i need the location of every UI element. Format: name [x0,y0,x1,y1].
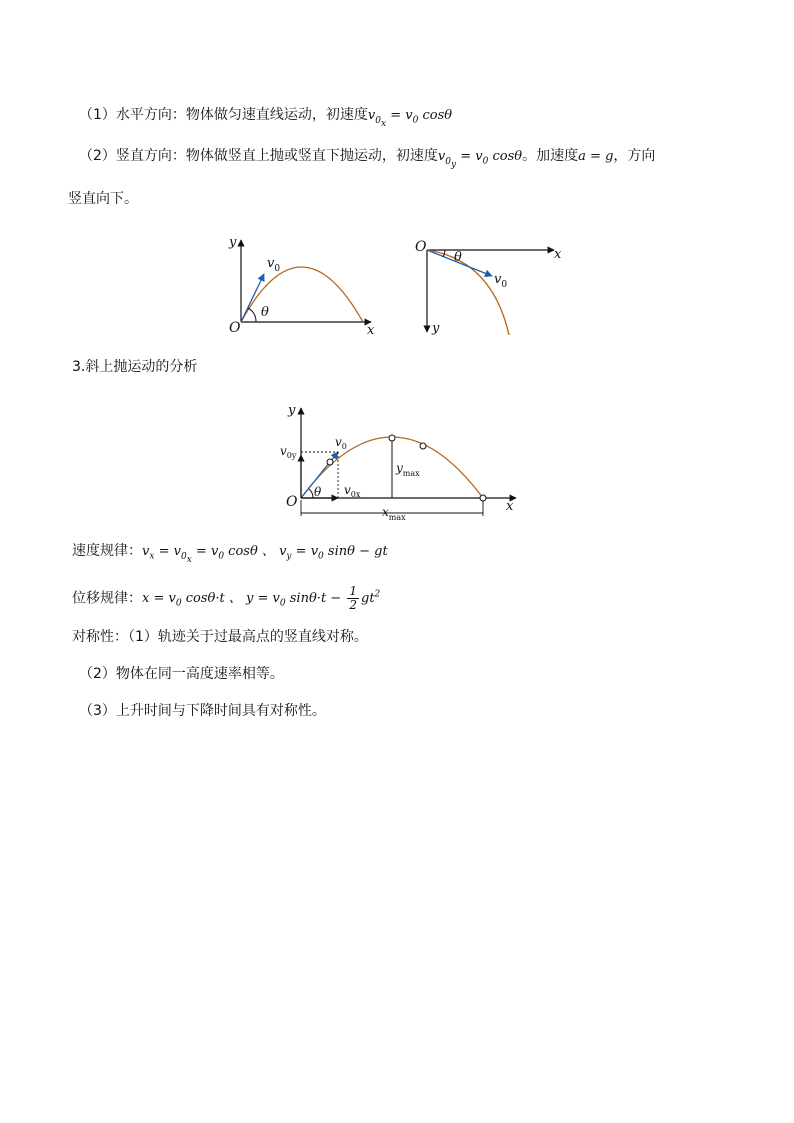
theta-label: θ [314,485,322,499]
origin-label: O [415,239,427,255]
displacement-law [72,582,380,617]
y-label: y [432,321,440,336]
symmetry-2-text: 物体在同一高度速率相等。 [115,666,284,682]
item-2 [79,146,655,174]
velocity-label: 速度规律： [72,543,142,559]
ymax-label: $y_{max}$ [396,461,420,478]
one-half-fraction: $\frac{1}{2}$ [349,584,357,613]
x-label: x [367,323,375,338]
v0-label: $v_0$ [267,256,281,274]
item-2-text: 竖直方向：物体做竖直上抛或竖直下抛运动，初速度 [115,148,438,164]
item-2-number: （2） [79,148,116,164]
y-label: y [229,235,237,250]
origin-label: O [286,494,298,510]
item-1-formula: $v_{0_x} = v_0$ cosθ [367,108,453,129]
v0-label: $v_0$ [335,435,347,451]
velocity-formula: $v_x = v_{0_x} = v_0$ cosθ 、 $v_y = v_0$ sinθ − gt [142,544,388,565]
symmetry-line-1 [72,627,368,647]
item-1 [79,105,452,133]
xmax-label: $x_{max}$ [382,505,406,522]
section-3-heading: 3.斜上抛运动的分析 [72,359,198,375]
y-label: y [288,403,296,418]
symmetry-1-text: 轨迹关于过最高点的竖直线对称。 [157,629,368,645]
origin-label: O [229,320,241,336]
trajectory [241,267,363,322]
item-2-mid: 。加速度 [522,148,579,164]
angle-arc [309,489,313,498]
symmetry-1-number: （1） [128,629,158,645]
figure-oblique-analysis [278,400,528,525]
v0x-label: $v_{0x}$ [344,483,361,499]
theta-label: θ [454,250,462,265]
trajectory-point [480,495,486,501]
symmetry-2-number: （2） [79,666,116,682]
item-2-continuation: 竖直向下。 [68,191,138,207]
item-1-text: 水平方向：物体做匀速直线运动，初速度 [115,107,368,123]
symmetry-line-2 [79,664,284,684]
symmetry-label: 对称性： [72,629,128,645]
symmetry-3-number: （3） [79,703,116,719]
x-label: x [554,247,562,262]
trajectory-point [420,443,426,449]
item-2-formula: $v_{0_y} = v_0$ cosθ [437,149,523,170]
velocity-law [72,541,388,569]
theta-label: θ [261,305,269,320]
item-1-number: （1） [79,107,116,123]
figure-oblique-launch [226,232,386,342]
symmetry-line-3 [79,701,326,721]
trajectory-point [327,459,333,465]
symmetry-3-text: 上升时间与下降时间具有对称性。 [115,703,326,719]
displacement-label: 位移规律： [72,590,142,607]
v0-label: $v_0$ [494,272,508,290]
v0y-label: $v_{0y}$ [280,444,297,460]
item-2-accel: a = g [578,149,614,164]
angle-arc [248,308,256,322]
figure-downward-launch [412,240,572,350]
x-label: x [506,499,514,514]
item-2-tail: ，方向 [613,148,656,164]
trajectory-point [389,435,395,441]
displacement-formula: $x = v_0$ cosθ·t 、 $y = v_0$ sinθ·t − $\frac{1}{2}$ $gt^2$ [142,584,381,613]
